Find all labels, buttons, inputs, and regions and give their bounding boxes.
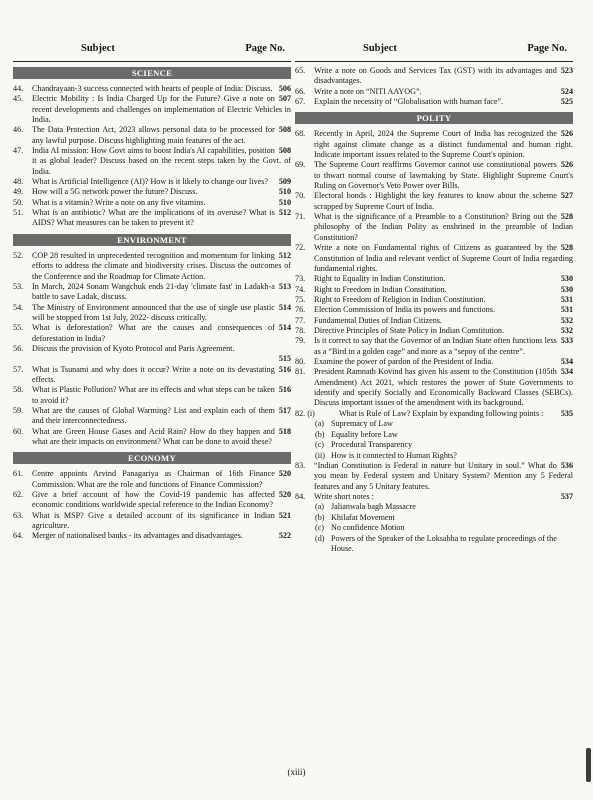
toc-entry <box>13 511 291 532</box>
entry-page-number: 534 <box>560 367 573 377</box>
entry-number: 76. <box>295 305 306 315</box>
toc-entry <box>13 177 291 187</box>
entry-number: 51. <box>13 208 24 218</box>
entry-number: 81. <box>295 367 306 377</box>
toc-entry <box>13 427 291 448</box>
entry-number: 57. <box>13 364 24 374</box>
entry-title: Right to Freedom of Religion in Indian Constitution. <box>314 294 486 304</box>
entry-page-number: 514 <box>278 302 291 312</box>
entry-page-number: 522 <box>278 531 291 541</box>
entry-number: 84. <box>295 492 306 502</box>
toc-entry <box>295 305 573 315</box>
entry-number: 53. <box>13 281 24 291</box>
entry-page-number: 532 <box>560 325 573 335</box>
toc-entry <box>295 492 573 502</box>
toc-entry <box>13 282 291 303</box>
right-entry-list <box>295 66 573 555</box>
toc-entry <box>13 125 291 146</box>
entry-number: 68. <box>295 129 306 139</box>
entry-title: Discuss the provision of Kyoto Protocol and Paris Agreement. <box>32 343 235 353</box>
entry-page-number: 510 <box>278 187 291 197</box>
entry-number: 75. <box>295 294 306 304</box>
entry-number: 50. <box>13 197 24 207</box>
entry-page-number: 516 <box>278 364 291 374</box>
entry-page-number: 528 <box>560 243 573 253</box>
entry-number: 83. <box>295 461 306 470</box>
page-no-heading: Page No. <box>527 43 567 54</box>
entry-title: Write a note on Goods and Services Tax (GST) with its advantages and disadvantages. <box>314 66 557 86</box>
entry-page-number: 520 <box>278 490 291 500</box>
toc-entry <box>13 84 291 94</box>
entry-page-number: 531 <box>560 305 573 315</box>
toc-entry <box>295 160 573 191</box>
entry-number: 71. <box>295 212 306 222</box>
sub-entry-text: Powers of the Speaker of the Loksabha to regulate proceedings of the House. <box>331 533 557 554</box>
toc-entry <box>13 146 291 177</box>
entry-title: What is an antibiotic? What are the implications of its overuse? What is AIDS? What measures can be taken to prevent it? <box>32 208 275 228</box>
entry-number: 70. <box>295 191 306 201</box>
entry-number: 63. <box>13 510 24 520</box>
sub-entry-marker: (ii) <box>315 450 325 460</box>
entry-number: 65. <box>295 66 306 75</box>
entry-page-number: 528 <box>560 212 573 222</box>
toc-entry <box>295 191 573 212</box>
entry-title: How will a 5G network power the future? Discuss. <box>32 187 198 197</box>
entry-number: 58. <box>13 385 24 395</box>
entry-title: What is a vitamin? Write a note on any five vitamins. <box>32 197 206 207</box>
toc-entry <box>295 97 573 107</box>
toc-entry <box>13 406 291 427</box>
entry-title: Election Commission of India its powers and functions. <box>314 305 495 315</box>
entry-page-number: 510 <box>278 197 291 207</box>
toc-entry <box>13 531 291 541</box>
entry-number: 56. <box>13 343 24 353</box>
entry-page-number: 532 <box>560 315 573 325</box>
section-heading: POLITY <box>295 112 573 124</box>
entry-title: Write a note on “NITI AAYOG”. <box>314 86 422 96</box>
entry-page-number: 514 <box>278 323 291 333</box>
entry-title: What is Artificial Intelligence (AI)? How is it likely to change our lives? <box>32 177 269 187</box>
sub-entry-text: Supremacy of Law <box>331 419 393 428</box>
sub-entry-marker: (b) <box>315 429 325 439</box>
entry-title: Electoral bonds : Highlight the key features to know about the scheme scrapped by Supreme Court of India. <box>314 191 557 211</box>
section-heading: ENVIRONMENT <box>13 234 291 246</box>
entry-page-number: 515 <box>278 354 291 364</box>
entry-page-number: 531 <box>560 294 573 304</box>
toc-entry <box>295 357 573 367</box>
entry-number: 45. <box>13 94 24 104</box>
toc-entry <box>13 469 291 490</box>
toc-entry <box>295 285 573 295</box>
sub-entry-text: Jalianwala bagh Massacre <box>331 502 416 512</box>
entry-title: Explain the necessity of “Globalisation with human face”. <box>314 97 504 107</box>
sub-entry <box>295 419 573 430</box>
entry-page-number: 536 <box>560 461 573 470</box>
toc-entry <box>13 344 291 365</box>
toc-entry <box>13 208 291 229</box>
entry-page-number: 535 <box>560 408 573 418</box>
toc-entry <box>295 461 573 492</box>
entry-title: Is it correct to say that the Governor of an Indian State often functions less as a “Bird in a golden cage” and more as a “sepoy of the centre”. <box>314 336 557 356</box>
subject-heading: Subject <box>81 43 115 54</box>
toc-entry <box>295 295 573 305</box>
toc-entry <box>295 367 573 408</box>
page-number: (xiii) <box>287 767 306 777</box>
entry-page-number: 526 <box>560 160 573 170</box>
sub-entry-marker: (d) <box>315 533 325 543</box>
toc-entry <box>295 326 573 336</box>
entry-title: The Data Protection Act, 2023 allows personal data to be processed for any lawful purpose. Discuss highlighting main features of the act. <box>32 125 275 145</box>
entry-number: 54. <box>13 302 24 312</box>
subject-heading: Subject <box>363 43 397 54</box>
toc-entry <box>295 129 573 160</box>
entry-title: What is Rule of Law? Explain by expanding following points : <box>339 408 544 418</box>
sub-entry <box>295 534 573 555</box>
entry-number: 60. <box>13 426 24 436</box>
entry-number: 46. <box>13 125 24 135</box>
entry-page-number: 509 <box>278 177 291 187</box>
right-column-header <box>295 40 573 62</box>
entry-number: 73. <box>295 274 306 284</box>
page-edge-tab <box>586 748 591 782</box>
entry-number: 69. <box>295 160 306 170</box>
entry-title: Write a note on Fundamental rights of Citizens as guaranteed by the Constitution of India and relevant verdict of Supreme Court of India regarding fundamental rights. <box>314 243 573 273</box>
entry-number: 52. <box>13 250 24 260</box>
toc-entry <box>13 385 291 406</box>
entry-title: Merger of nationalised banks - its advantages and disadvantages. <box>32 531 243 541</box>
entry-number: 62. <box>13 490 24 500</box>
entry-title: What is deforestation? What are the causes and consequences of deforestation in India? <box>32 323 275 343</box>
toc-entry <box>13 323 291 344</box>
entry-number: 82. (i) <box>295 408 315 418</box>
entry-page-number: 530 <box>560 274 573 284</box>
entry-page-number: 517 <box>278 405 291 415</box>
entry-title: What are Green House Gases and Acid Rain? How do they happen and what are their impacts on environment? What can be done to avoid these? <box>32 426 275 446</box>
sub-entry <box>295 502 573 513</box>
entry-page-number: 518 <box>278 426 291 436</box>
toc-entry <box>295 316 573 326</box>
sub-entry-marker: (c) <box>315 440 325 449</box>
toc-entry <box>13 198 291 208</box>
entry-number: 74. <box>295 284 306 294</box>
entry-page-number: 526 <box>560 129 573 139</box>
sub-entry <box>295 523 573 534</box>
entry-page-number: 533 <box>560 336 573 346</box>
sub-entry <box>295 451 573 462</box>
entry-page-number: 520 <box>278 469 291 479</box>
entry-page-number: 530 <box>560 284 573 294</box>
entry-title: Directive Principles of State Policy in Indian Constitution. <box>314 325 505 335</box>
sub-entry-text: Procedural Transparency <box>331 440 413 449</box>
sub-entry-text: No confidence Motion <box>331 523 405 533</box>
toc-entry <box>295 336 573 357</box>
entry-number: 61. <box>13 469 24 479</box>
entry-title: Write short notes : <box>314 492 374 502</box>
entry-title: The Supreme Court reaffirms Governor cannot use constitutional powers to thwart normal course of lawmaking by State. Highlight Supreme Court's Ruling on Governor's Veto Power over Bills. <box>314 160 573 191</box>
entry-page-number: 506 <box>278 84 291 93</box>
entry-page-number: 534 <box>560 356 573 366</box>
sub-entry-marker: (c) <box>315 523 325 533</box>
entry-page-number: 521 <box>278 510 291 520</box>
entry-page-number: 508 <box>278 125 291 135</box>
toc-entry <box>13 187 291 197</box>
toc-entry <box>295 409 573 419</box>
toc-entry <box>295 243 573 274</box>
entry-number: 67. <box>295 97 306 107</box>
toc-entry <box>295 212 573 243</box>
entry-page-number: 527 <box>560 191 573 201</box>
left-column <box>13 40 291 542</box>
entry-title: Recently in April, 2024 the Supreme Court of India has recognized the right against climate change as a distinct fundamental and human right. Indicate important issues related to the Supreme Court's opinion. <box>314 129 573 160</box>
entry-number: 47. <box>13 146 24 156</box>
sub-entry-text: Khilafat Movement <box>331 512 395 522</box>
sub-entry <box>295 430 573 441</box>
entry-number: 59. <box>13 405 24 415</box>
sub-entry-marker: (a) <box>315 502 325 512</box>
toc-entry <box>13 251 291 282</box>
entry-title: What is the significance of a Preamble to a Constitution? Bring out the philosophy of the Indian Polity as enshrined in the preamble of Indian Constitution? <box>314 212 573 242</box>
entry-number: 44. <box>13 84 24 93</box>
entry-number: 79. <box>295 336 306 346</box>
entry-number: 64. <box>13 531 24 541</box>
entry-page-number: 508 <box>278 146 291 156</box>
sub-entry <box>295 440 573 451</box>
entry-title: In March, 2024 Sonam Wangchuk ends 21-day 'climate fast' in Ladakh-a battle to save Ladak, discuss. <box>32 281 275 302</box>
left-entry-list <box>13 67 291 542</box>
right-column <box>295 40 573 555</box>
section-heading: SCIENCE <box>13 67 291 79</box>
entry-page-number: 537 <box>560 492 573 502</box>
entry-title: Give a brief account of how the Covid-19 pandemic has affected economic conditions worldwide special reference to the Indian Economy? <box>32 490 275 510</box>
entry-page-number: 523 <box>560 66 573 75</box>
entry-page-number: 513 <box>278 281 291 291</box>
entry-number: 78. <box>295 325 306 335</box>
sub-entry <box>295 513 573 524</box>
toc-entry <box>13 94 291 125</box>
entry-title: What are the causes of Global Warming? List and explain each of them and their interconnectedness. <box>32 405 275 426</box>
entry-title: The Ministry of Environment announced that the use of single use plastic will be stopped from 1st July, 2022- discuss critically. <box>32 302 275 322</box>
sub-entry-marker: (a) <box>315 419 325 428</box>
entry-title: Chandrayaan-3 success connected with hearts of people of India: Discuss. <box>32 84 273 93</box>
toc-entry <box>13 490 291 511</box>
entry-number: 48. <box>13 177 24 187</box>
toc-entry <box>13 365 291 386</box>
entry-title: Fundamental Duties of Indian Citizens. <box>314 315 442 325</box>
entry-number: 55. <box>13 323 24 333</box>
entry-number: 77. <box>295 315 306 325</box>
toc-entry <box>295 66 573 87</box>
sub-entry-text: How is it connected to Human Rights? <box>331 450 457 460</box>
entry-title: Centre appoints Arvind Panagariya as Chairman of 16th Finance Commission. What are the role and functions of Finance Commission? <box>32 469 275 489</box>
entry-title: What is MSP? Give a detailed account of its significance in Indian agriculture. <box>32 510 275 531</box>
entry-page-number: 512 <box>278 208 291 218</box>
entry-title: Right to Freedom in Indian Constitution. <box>314 284 447 294</box>
entry-title: President Ramnath Kovind has given his assent to the Constitution (105th Amendment) Act 2021, which restores the power of State Governments to identify and specify Socially and Economically Backward Classes (SEBCs). Discuss important issues of the amendment with its background. <box>314 367 573 408</box>
entry-title: Examine the power of pardon of the President of India. <box>314 356 494 366</box>
left-column-header <box>13 40 291 62</box>
entry-number: 49. <box>13 187 24 197</box>
entry-page-number: 512 <box>278 250 291 260</box>
entry-title: COP 28 resulted in unprecedented recognition and momentum for linking efforts to address the climate and biodiversity crises. Discuss the outcomes of the Conference and the Roadmap for Climate Action. <box>32 250 291 281</box>
entry-title: Electric Mobility : Is India Charged Up for the Future? Give a note on recent developments and challenges on implementation of Electric Vehicles in India. <box>32 94 291 125</box>
entry-title: India AI mission: How Govt aims to boost India's AI capabilities, position it as global leader? Discuss based on the recent steps taken by the Govt. of India. <box>32 146 291 176</box>
entry-page-number: 507 <box>278 94 291 104</box>
entry-title: Right to Equality in Indian Constitution. <box>314 274 446 284</box>
toc-entry <box>295 274 573 284</box>
page-no-heading: Page No. <box>245 43 285 54</box>
sub-entry-marker: (b) <box>315 512 325 522</box>
entry-number: 80. <box>295 356 306 366</box>
entry-number: 72. <box>295 243 306 253</box>
entry-title: “Indian Constitution is Federal in nature but Unitary in soul.” What do you mean by Federal system and Unitary System? Mention any 5 Federal features and any 5 Unitary features. <box>314 461 573 491</box>
toc-entry <box>13 303 291 324</box>
entry-page-number: 525 <box>560 97 573 107</box>
entry-title: What is Tsunami and why does it occur? Write a note on its devastating effects. <box>32 364 275 384</box>
entry-number: 66. <box>295 86 306 96</box>
entry-title: What is Plastic Pollution? What are its effects and what steps can be taken to avoid it? <box>32 385 275 405</box>
toc-entry <box>295 87 573 97</box>
entry-page-number: 516 <box>278 385 291 395</box>
entry-page-number: 524 <box>560 86 573 96</box>
sub-entry-text: Equality before Law <box>331 429 398 439</box>
section-heading: ECONOMY <box>13 452 291 464</box>
